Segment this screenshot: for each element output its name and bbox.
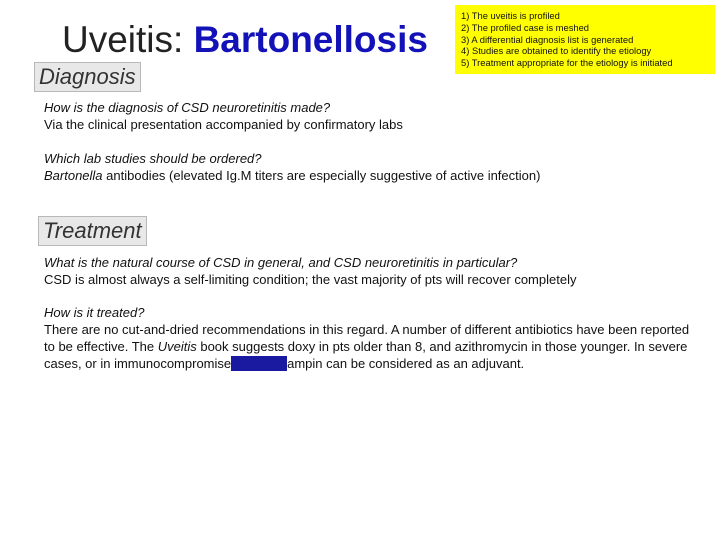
slide-title	[62, 18, 428, 62]
workflow-step: 2) The profiled case is meshed	[461, 21, 590, 33]
treatment-qa-2	[44, 304, 694, 372]
diagnosis-qa-1	[44, 99, 694, 133]
title-accent: Bartonellosis	[193, 19, 428, 60]
treatment-answer-2-part2: book suggests doxy in pts older than 8, and azithromycin in those younger. In severe cases, or in immunocompromise	[44, 339, 688, 371]
workflow-step: 5) Treatment appropriate for the etiology is initiated	[461, 57, 673, 69]
treatment-question-2: How is it treated?	[44, 305, 145, 320]
treatment-answer-2-part3: ampin can be considered as an adjuvant.	[287, 356, 525, 371]
diagnosis-answer-1: Via the clinical presentation accompanied by confirmatory labs	[44, 117, 403, 132]
title-prefix: Uveitis:	[62, 19, 194, 60]
treatment-answer-1: CSD is almost always a self-limiting condition; the vast majority of pts will recover completely	[44, 272, 577, 287]
treatment-qa-1	[44, 254, 694, 288]
bartonella-term: Bartonella	[44, 168, 103, 183]
redaction-box	[231, 356, 287, 371]
diagnosis-section-label: Diagnosis	[34, 62, 141, 92]
workflow-step: 1) The uveitis is profiled	[461, 10, 560, 21]
diagnosis-question-2: Which lab studies should be ordered?	[44, 151, 262, 166]
workflow-step: 4) Studies are obtained to identify the etiology	[461, 45, 652, 57]
workflow-steps-box	[455, 5, 715, 74]
treatment-answer-2	[44, 321, 694, 372]
workflow-step: 3) A differential diagnosis list is generated	[461, 33, 634, 45]
treatment-question-1: What is the natural course of CSD in general, and CSD neuroretinitis in particular?	[44, 255, 518, 270]
diagnosis-answer-2	[44, 167, 694, 184]
treatment-answer-2-part1: There are no cut-and-dried recommendations in this regard. A number of different antibiotics have been reported to be effective. The	[44, 322, 690, 354]
diagnosis-qa-2	[44, 150, 694, 184]
treatment-section-label: Treatment	[38, 216, 147, 246]
diagnosis-question-1: How is the diagnosis of CSD neuroretinitis made?	[44, 100, 331, 115]
diagnosis-answer-2-text: antibodies (elevated Ig.M titers are especially suggestive of active infection)	[102, 168, 541, 183]
uveitis-book-title: Uveitis	[157, 339, 197, 354]
